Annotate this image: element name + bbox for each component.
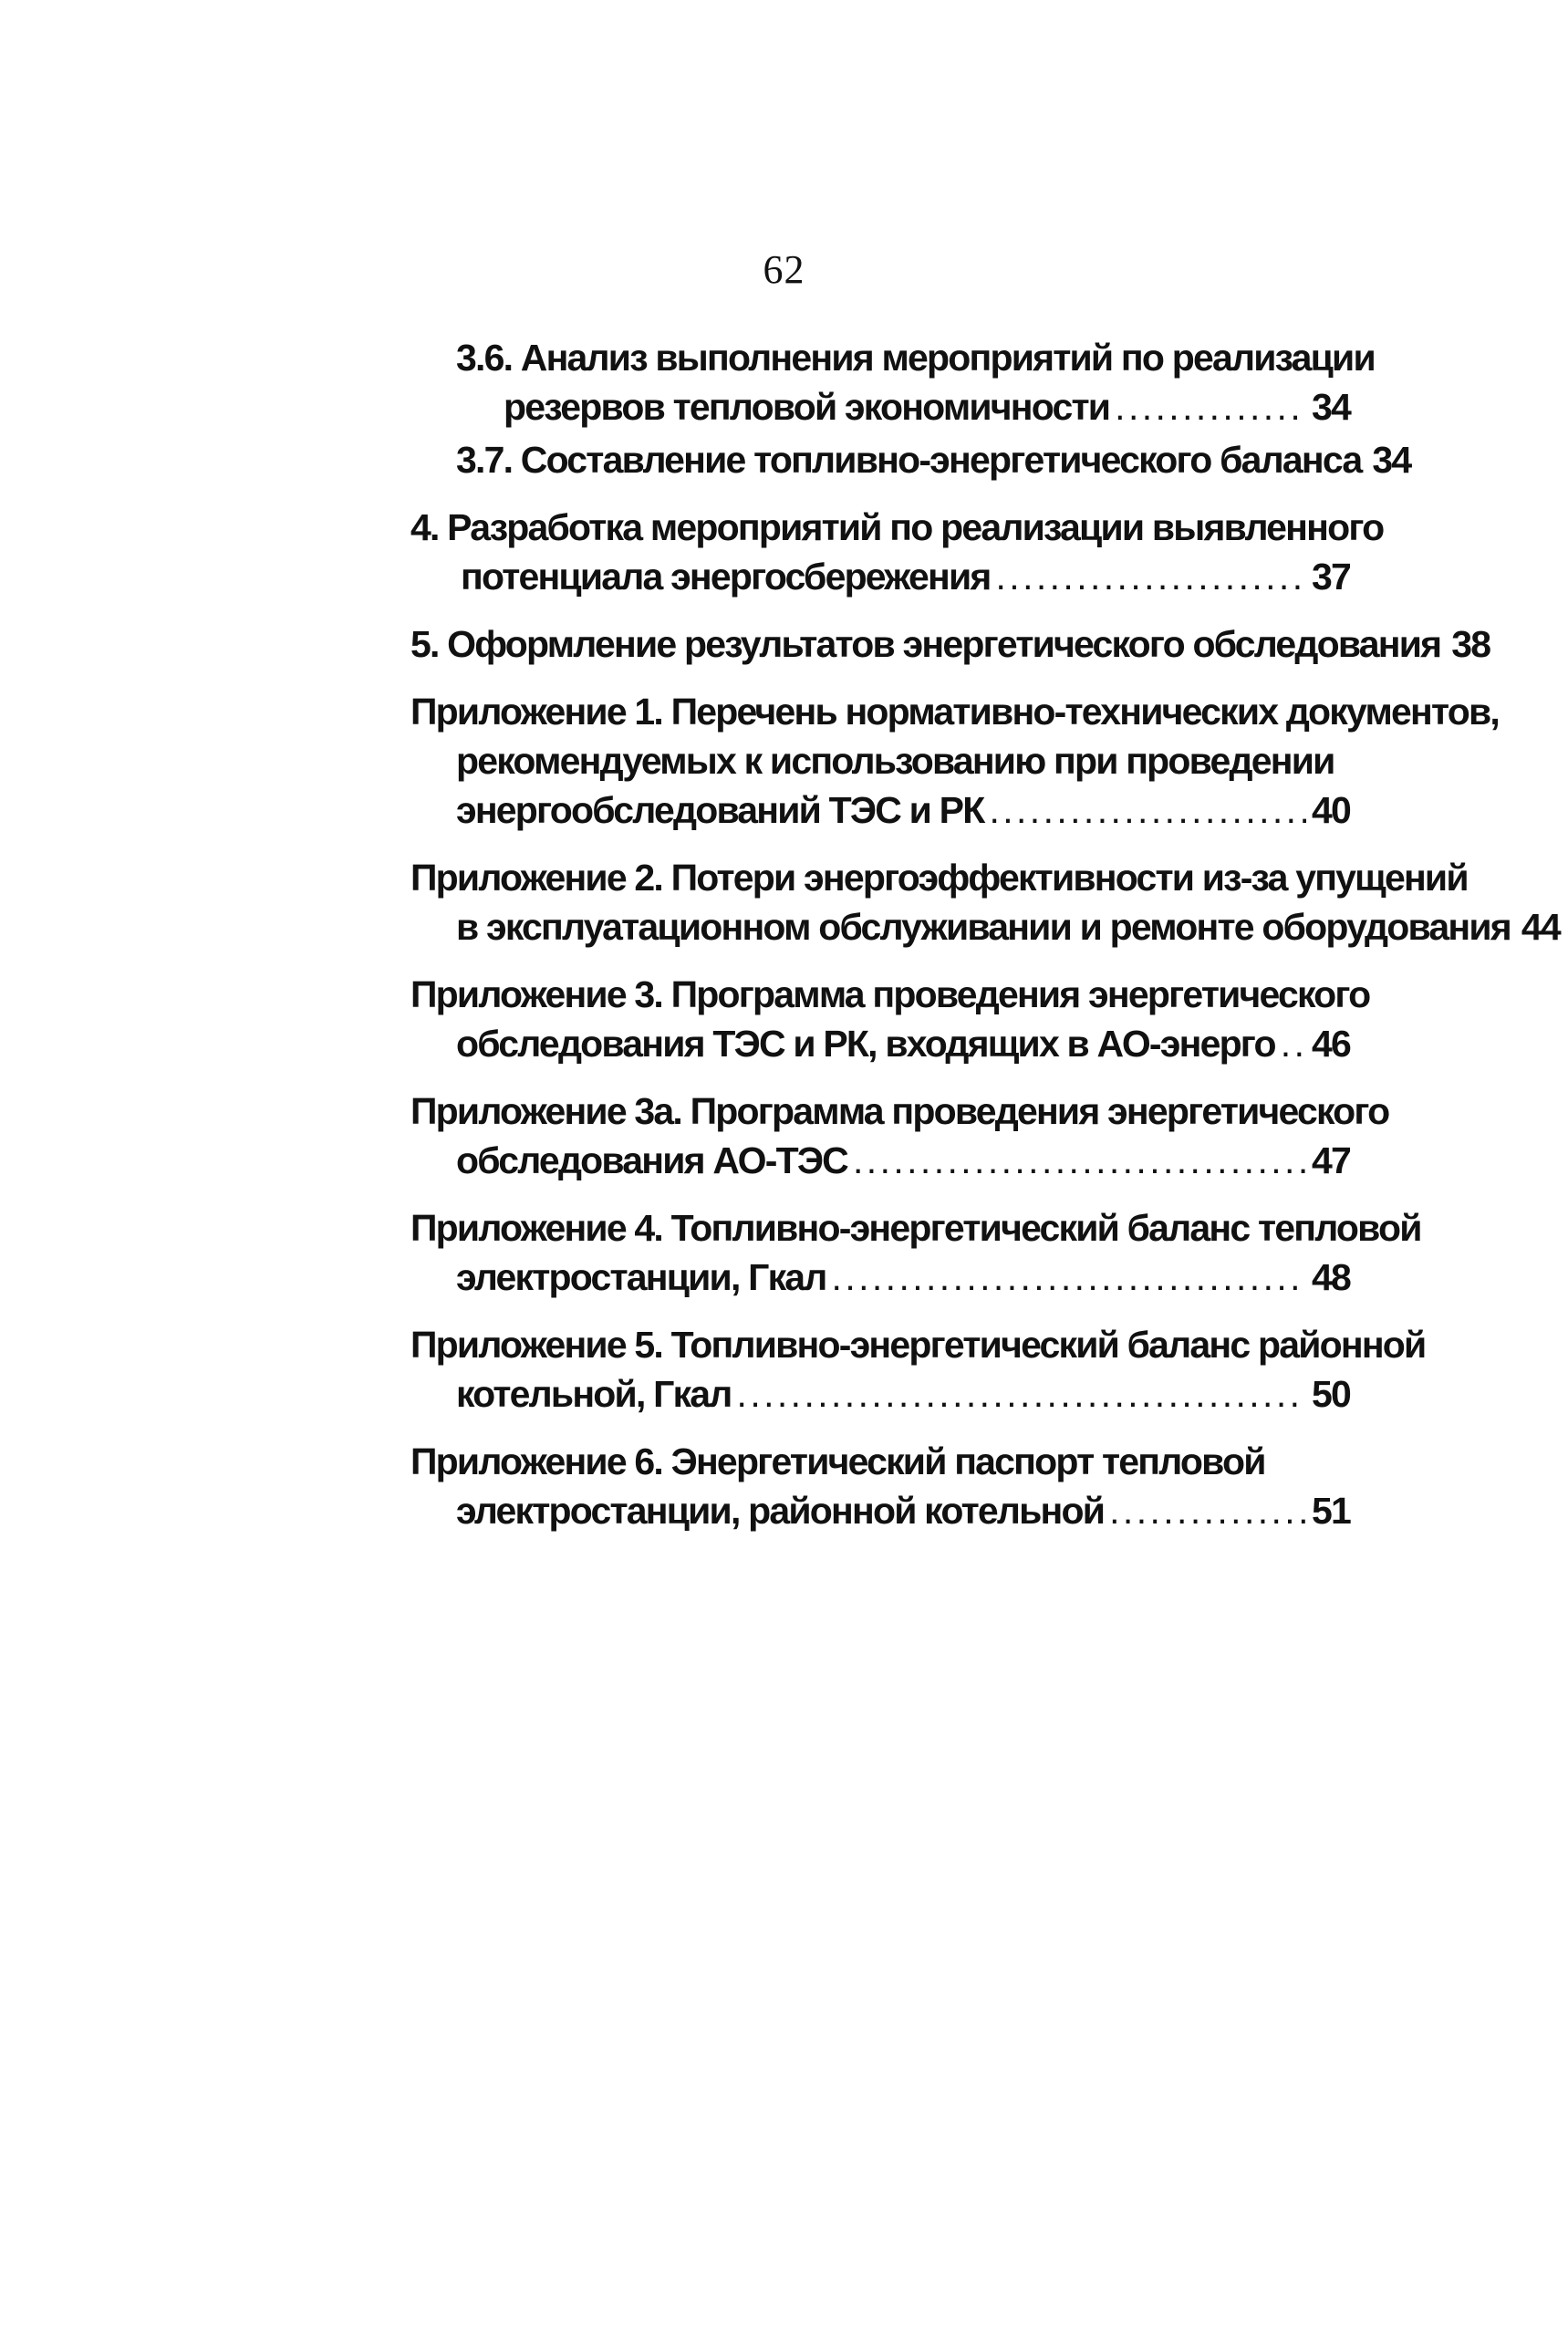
toc-entry-last-line xyxy=(456,902,1560,951)
toc-entry-last-line xyxy=(504,382,1350,432)
toc-entry xyxy=(456,435,1411,484)
dot-leader xyxy=(996,552,1306,601)
toc-entry-line: котельной, Гкал xyxy=(456,1373,732,1415)
toc-entry-line: Приложение 5. Топливно-энергетический баланс районной xyxy=(410,1324,1426,1366)
toc-entry-line: энергообследований ТЭС и РК xyxy=(456,789,984,831)
toc-entry-line: 3.6. Анализ выполнения мероприятий по реализации xyxy=(456,337,1375,379)
dot-leader xyxy=(1115,382,1306,432)
toc-page-number: 38 xyxy=(1451,623,1490,665)
toc-entry xyxy=(410,970,1370,1068)
toc-entry xyxy=(410,1320,1426,1419)
toc-entry xyxy=(410,619,1490,669)
toc-entry-line: резервов тепловой экономичности xyxy=(504,386,1110,428)
toc-entry xyxy=(410,1087,1389,1185)
dot-leader xyxy=(853,1136,1306,1185)
toc-page-number: 40 xyxy=(1311,789,1350,831)
toc-entry-last-line xyxy=(410,619,1490,669)
toc-entry-line: обследования АО-ТЭС xyxy=(456,1139,847,1181)
toc-entry-line: электростанции, районной котельной xyxy=(456,1490,1105,1532)
toc-page-number: 34 xyxy=(1372,439,1411,481)
toc-page-number: 34 xyxy=(1311,386,1350,428)
dot-leader xyxy=(737,1369,1306,1419)
toc-entry-line: 5. Оформление результатов энергетического обследования xyxy=(410,623,1441,665)
toc-entry-line: 3.7. Составление топливно-энергетического баланса xyxy=(456,439,1362,481)
toc-entry xyxy=(410,503,1384,601)
toc-page-number: 50 xyxy=(1311,1373,1350,1415)
toc-entry xyxy=(410,1437,1350,1535)
toc-entry-line: Приложение 2. Потери энергоэффективности из-за упущений xyxy=(410,857,1468,899)
toc-entry-last-line xyxy=(456,1136,1350,1185)
toc-entry-line: рекомендуемых к использованию при проведении xyxy=(456,740,1334,782)
toc-entry-line: Приложение 6. Энергетический паспорт тепловой xyxy=(410,1440,1265,1482)
toc-entry-line: 4. Разработка мероприятий по реализации выявленного xyxy=(410,506,1384,548)
toc-entry-last-line xyxy=(456,435,1411,484)
toc-entry-line: Приложение 1. Перечень нормативно-технических документов, xyxy=(410,691,1499,733)
table-of-contents xyxy=(410,333,1560,1535)
toc-page-number: 47 xyxy=(1311,1139,1350,1181)
toc-entry-last-line xyxy=(456,785,1350,835)
toc-entry-line: в эксплуатационном обслуживании и ремонте оборудования xyxy=(456,906,1511,948)
toc-entry-line: обследования ТЭС и РК, входящих в АО-энерго xyxy=(456,1023,1275,1065)
page-number: 62 xyxy=(763,247,805,292)
toc-entry-line: Приложение 3а. Программа проведения энергетического xyxy=(410,1090,1389,1132)
toc-page-number: 46 xyxy=(1311,1023,1350,1065)
toc-entry-line: Приложение 4. Топливно-энергетический баланс тепловой xyxy=(410,1207,1421,1249)
toc-entry-last-line xyxy=(461,552,1350,601)
toc-entry xyxy=(456,333,1375,432)
dot-leader xyxy=(1281,1019,1306,1068)
dot-leader xyxy=(989,785,1306,835)
toc-page-number: 37 xyxy=(1311,556,1350,598)
toc-entry-line: электростанции, Гкал xyxy=(456,1256,826,1298)
toc-page-number: 44 xyxy=(1521,906,1560,948)
toc-page-number: 48 xyxy=(1311,1256,1350,1298)
toc-entry xyxy=(410,687,1499,835)
toc-entry-line: Приложение 3. Программа проведения энергетического xyxy=(410,973,1370,1015)
toc-page-number: 51 xyxy=(1311,1490,1350,1532)
toc-entry-line: потенциала энергосбережения xyxy=(461,556,991,598)
toc-entry-last-line xyxy=(456,1486,1350,1535)
toc-entry xyxy=(410,853,1560,951)
dot-leader xyxy=(1109,1486,1306,1535)
toc-entry-last-line xyxy=(456,1019,1350,1068)
toc-entry-last-line xyxy=(456,1369,1350,1419)
toc-entry-last-line xyxy=(456,1253,1350,1302)
toc-entry xyxy=(410,1203,1421,1302)
dot-leader xyxy=(832,1253,1306,1302)
